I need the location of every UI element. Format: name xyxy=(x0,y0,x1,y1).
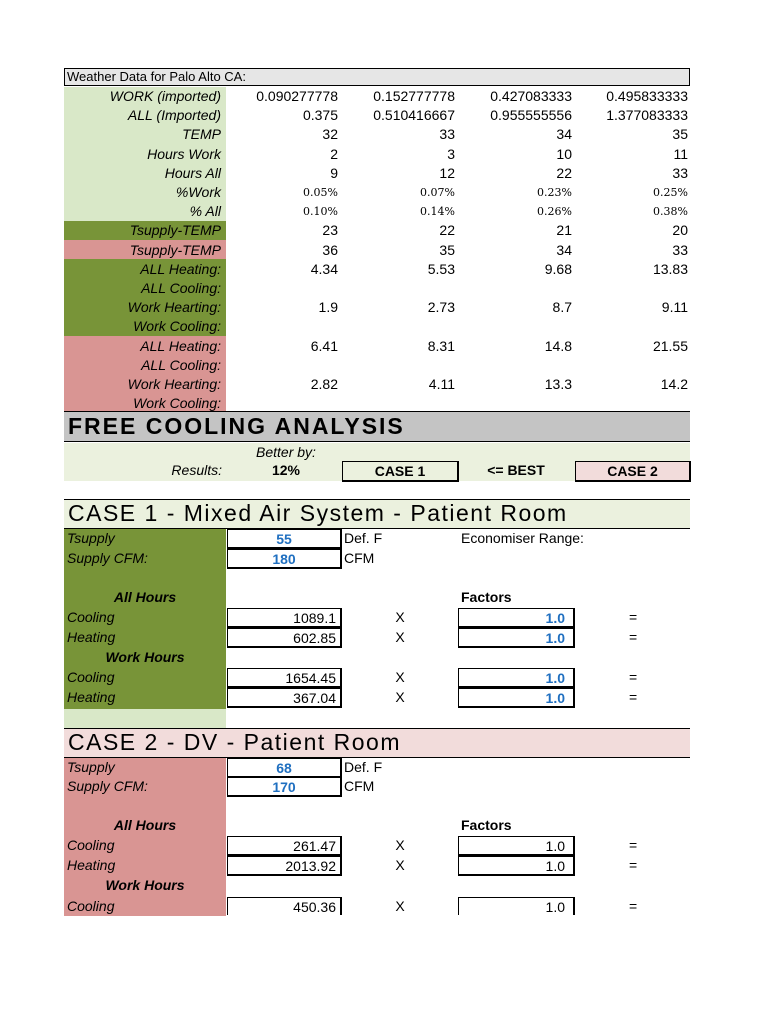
weather-cell: 0.23% xyxy=(537,186,572,199)
case2-title: CASE 2 - DV - Patient Room xyxy=(68,729,401,755)
weather-cell: 3 xyxy=(447,146,455,162)
case2-factor-input[interactable] xyxy=(458,836,575,856)
weather-cell: 8.31 xyxy=(427,338,455,354)
multiply-sign: X xyxy=(395,837,405,853)
weather-cell: 9.11 xyxy=(661,299,688,315)
case1-row-label: Heating xyxy=(67,689,116,705)
case1-label-bg-bottom xyxy=(64,709,226,728)
weather-row-label: %Work xyxy=(175,184,221,200)
equals-sign: = xyxy=(629,689,638,705)
results-value: 12% xyxy=(271,462,301,478)
case2-tsupply-value: 68 xyxy=(276,760,292,776)
weather-cell: 32 xyxy=(322,126,338,142)
weather-cell: 8.7 xyxy=(552,299,572,315)
weather-cell: 21 xyxy=(556,222,572,238)
weather-cell: 14.2 xyxy=(660,376,688,392)
case2-result-label: CASE 2 xyxy=(607,463,658,479)
case1-result-label: CASE 1 xyxy=(374,463,426,479)
weather-cell: 33 xyxy=(439,126,455,142)
weather-row-label: TEMP xyxy=(182,126,221,142)
case1-cfm-input[interactable] xyxy=(227,549,342,569)
multiply-sign: X xyxy=(395,689,405,705)
weather-cell: 0.10% xyxy=(303,205,338,218)
free-cooling-title: FREE COOLING ANALYSIS xyxy=(68,413,405,439)
weather-cell: 22 xyxy=(556,165,572,181)
case1-tsupply-unit: Def. F xyxy=(344,530,383,546)
weather-cell: 0.955555556 xyxy=(490,107,572,123)
case1-cfm-value: 180 xyxy=(272,551,296,567)
weather-cell: 2.82 xyxy=(310,376,338,392)
case2-factor-value: 1.0 xyxy=(545,858,565,874)
case1-factor-value: 1.0 xyxy=(545,630,565,646)
case2-row-label: Cooling xyxy=(67,837,115,853)
case2-tsupply-unit: Def. F xyxy=(344,759,383,775)
equals-sign: = xyxy=(629,857,638,873)
weather-row-label: ALL Cooling: xyxy=(141,357,221,373)
case1-row-value: 1654.45 xyxy=(285,670,336,686)
case1-row-value: 1089.1 xyxy=(293,610,336,626)
weather-cell: 21.55 xyxy=(652,338,688,354)
weather-cell: 0.090277778 xyxy=(256,88,338,104)
weather-cell: 10 xyxy=(556,146,572,162)
weather-row-label: Hours Work xyxy=(147,146,221,162)
weather-row-label: WORK (imported) xyxy=(109,88,221,104)
weather-cell: 35 xyxy=(439,242,455,258)
weather-cell: 0.495833333 xyxy=(606,88,688,104)
case1-factor-input[interactable] xyxy=(458,628,575,648)
weather-cell: 0.375 xyxy=(302,107,338,123)
multiply-sign: X xyxy=(395,609,405,625)
case1-factor-input[interactable] xyxy=(458,608,575,628)
weather-header: Weather Data for Palo Alto CA: xyxy=(67,69,246,84)
case1-tsupply-value: 55 xyxy=(276,531,292,547)
better-by-label: Better by: xyxy=(256,444,316,460)
case1-work-hours-label: Work Hours xyxy=(105,649,185,665)
weather-row-label: Hours All xyxy=(164,165,221,181)
economiser-range-label: Economiser Range: xyxy=(461,530,584,546)
weather-cell: 2 xyxy=(330,146,338,162)
multiply-sign: X xyxy=(395,669,405,685)
weather-cell: 0.152777778 xyxy=(373,88,455,104)
weather-cell: 1.377083333 xyxy=(606,107,688,123)
case1-result-box xyxy=(342,461,459,482)
multiply-sign: X xyxy=(395,629,405,645)
equals-sign: = xyxy=(629,609,638,625)
weather-row-label: ALL Heating: xyxy=(140,261,221,277)
weather-cell: 22 xyxy=(439,222,455,238)
case1-factor-value: 1.0 xyxy=(545,690,565,706)
weather-row-label: Work Hearting: xyxy=(127,299,221,315)
case1-row-value: 367.04 xyxy=(293,690,336,706)
case2-tsupply-input[interactable] xyxy=(227,758,342,778)
weather-cell: 33 xyxy=(672,242,688,258)
case1-all-hours-label: All Hours xyxy=(113,589,177,605)
weather-row-label: Work Cooling: xyxy=(133,395,221,411)
case1-row-label: Heating xyxy=(67,629,116,645)
weather-cell: 13.83 xyxy=(652,261,688,277)
case1-row-label: Cooling xyxy=(67,669,115,685)
weather-cell: 0.26% xyxy=(537,205,572,218)
case2-work-hours-label: Work Hours xyxy=(105,877,185,893)
case2-factors-label: Factors xyxy=(461,817,512,833)
weather-row-label: Tsupply-TEMP xyxy=(129,242,221,258)
case2-cfm-unit: CFM xyxy=(344,778,375,794)
weather-cell: 0.14% xyxy=(420,205,455,218)
weather-cell: 1.9 xyxy=(318,299,338,315)
weather-cell: 14.8 xyxy=(544,338,572,354)
weather-row-label: ALL Heating: xyxy=(140,338,221,354)
weather-cell: 0.427083333 xyxy=(490,88,572,104)
case2-value-box xyxy=(227,836,342,856)
weather-cell: 9.68 xyxy=(544,261,572,277)
case2-factor-value: 1.0 xyxy=(545,838,565,854)
case1-cfm-unit: CFM xyxy=(344,550,375,566)
weather-cell: 13.3 xyxy=(544,376,572,392)
case1-value-box xyxy=(227,628,342,648)
multiply-sign: X xyxy=(395,898,405,914)
case1-factor-input[interactable] xyxy=(458,688,575,708)
weather-row-label: % All xyxy=(189,203,221,219)
weather-cell: 34 xyxy=(556,242,572,258)
weather-cell: 11 xyxy=(673,146,688,162)
weather-cell: 4.34 xyxy=(310,261,338,277)
case1-value-box xyxy=(227,688,342,708)
case2-factor-value: 1.0 xyxy=(545,899,565,915)
case2-cfm-input[interactable] xyxy=(227,777,342,797)
case1-tsupply-input[interactable] xyxy=(227,529,342,549)
weather-cell: 20 xyxy=(672,222,688,238)
case2-row-label: Cooling xyxy=(67,898,115,914)
weather-cell: 0.38% xyxy=(653,205,688,218)
case2-row-label: Heating xyxy=(67,857,116,873)
case1-factor-value: 1.0 xyxy=(545,670,565,686)
case1-row-value: 602.85 xyxy=(293,630,336,646)
weather-row-label: Work Hearting: xyxy=(127,376,221,392)
weather-cell: 35 xyxy=(672,126,688,142)
best-label: <= BEST xyxy=(487,462,545,478)
weather-cell: 0.510416667 xyxy=(373,107,455,123)
weather-row-label: ALL (Imported) xyxy=(127,107,221,123)
weather-cell: 33 xyxy=(672,165,688,181)
case1-factor-value: 1.0 xyxy=(545,610,565,626)
case2-tsupply-label: Tsupply xyxy=(67,759,115,775)
case2-row-value: 261.47 xyxy=(293,838,336,854)
weather-cell: 12 xyxy=(439,165,455,181)
case2-value-box xyxy=(227,856,342,876)
case2-value-box xyxy=(227,897,342,915)
case1-value-box xyxy=(227,668,342,688)
weather-row-label: ALL Cooling: xyxy=(141,280,221,296)
case1-row-label: Cooling xyxy=(67,609,115,625)
case1-factor-input[interactable] xyxy=(458,668,575,688)
weather-row-label: Work Cooling: xyxy=(133,318,221,334)
equals-sign: = xyxy=(629,669,638,685)
weather-cell: 23 xyxy=(322,222,338,238)
case2-factor-input[interactable] xyxy=(458,856,575,876)
case1-value-box xyxy=(227,608,342,628)
weather-row-label: Tsupply-TEMP xyxy=(129,222,221,238)
case2-cfm-value: 170 xyxy=(272,779,296,795)
weather-cell: 2.73 xyxy=(427,299,455,315)
case2-row-value: 2013.92 xyxy=(285,858,336,874)
case2-row-value: 450.36 xyxy=(293,899,336,915)
weather-cell: 0.07% xyxy=(420,186,455,199)
weather-cell: 0.05% xyxy=(303,186,338,199)
weather-cell: 6.41 xyxy=(310,338,338,354)
weather-cell: 4.11 xyxy=(428,376,455,392)
case1-title: CASE 1 - Mixed Air System - Patient Room xyxy=(68,500,568,526)
case2-result-box xyxy=(575,461,691,482)
weather-cell: 36 xyxy=(322,242,338,258)
case1-factors-label: Factors xyxy=(461,589,512,605)
case2-factor-input[interactable] xyxy=(458,897,575,915)
equals-sign: = xyxy=(629,837,638,853)
weather-cell: 5.53 xyxy=(427,261,455,277)
weather-cell: 9 xyxy=(330,165,338,181)
case1-tsupply-label: Tsupply xyxy=(67,530,115,546)
case2-cfm-label: Supply CFM: xyxy=(67,778,148,794)
multiply-sign: X xyxy=(395,857,405,873)
equals-sign: = xyxy=(629,898,638,914)
case2-all-hours-label: All Hours xyxy=(113,817,177,833)
weather-cell: 0.25% xyxy=(653,186,688,199)
case1-cfm-label: Supply CFM: xyxy=(67,550,148,566)
equals-sign: = xyxy=(629,629,638,645)
weather-cell: 34 xyxy=(556,126,572,142)
results-label: Results: xyxy=(171,462,222,478)
